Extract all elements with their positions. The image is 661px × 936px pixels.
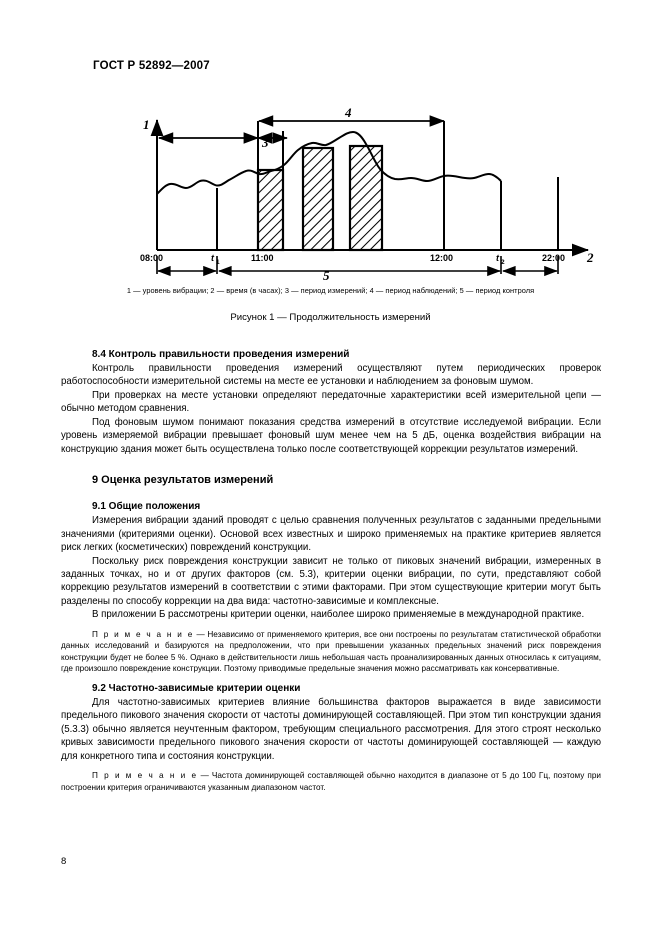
note-9-1 (61, 629, 601, 675)
paragraph-8-4-2: При проверках на месте установки определяют передаточные характеристики всей измерительной цепи — обычно методом сравнения. (61, 389, 601, 415)
x-tick-label-0: 08:00 (140, 253, 164, 263)
paragraph-9-1-3: В приложении Б рассмотрены критерии оценки, наиболее широко применяемые в международной практике. (92, 609, 585, 621)
callout-4: 4 (345, 105, 352, 120)
standard-header: ГОСТ Р 52892—2007 (93, 60, 210, 72)
paragraph-9-1-1: Измерения вибрации зданий проводят с целью сравнения полученных результатов с заданными предельными значениями (критериями оценки). Основой всех известных и широко применяемых на практике критериев является риск легких (косметических) повреждений конструкции. (61, 515, 601, 554)
figure-1-svg (60, 84, 601, 284)
figure-1 (60, 84, 601, 284)
x-tick-label-5: 22:00 (542, 253, 566, 263)
figure-caption: Рисунок 1 — Продолжительность измерений (230, 312, 431, 323)
paragraph-8-4-3: Под фоновым шумом понимают показания средства измерений в отсутствие исследуемой вибрации. Если уровень измеряемой вибрации превышает фоновый шум менее чем на 5 дБ, оценка воздействия вибрации на конструкцию здания может быть осуществлена только после соответствующей коррекции результатов измерений. (61, 416, 601, 455)
paragraph-9-2-1: Для частотно-зависимых критериев влияние большинства факторов выражается в виде зависимости предельного пикового значения скорости от частоты доминирующей составляющей. При этом тип конструкции здания (5.3.3) обычно является неучтенным фактором, требующим специального рассмотрения. Для этого строят несколько кривых зависимости предельного пикового значения скорости от частоты доминирующей составляющей — каждую для конкретного типа и состояния конструкции. (61, 696, 601, 762)
note-label-9-2: П р и м е ч а н и е (92, 771, 198, 781)
note-9-2 (61, 770, 601, 793)
spacer (61, 487, 601, 500)
callout-1: 1 (143, 117, 150, 132)
measurement-bars (258, 146, 382, 250)
note-text-9-2: — Частота доминирующей составляющей обычно находится в диапазоне от 5 до 100 Гц, поэтому при построении критерия ограничиваются указанным диапазоном частот. (61, 771, 601, 792)
heading-9-1: 9.1 Общие положения (92, 501, 201, 513)
spacer (61, 456, 601, 473)
callout-3: 3 (262, 135, 269, 150)
paragraph-9-1-2: Поскольку риск повреждения конструкции зависит не только от пиковых значений вибрации, измеренных в заданных точках, но и от других факторов (см. 5.3), критерии оценки вибрации, по сути, представляют собой коррекцию результатов измерений в соответствии с этими факторами. При этом существующие критерии могут быть разделены по способу коррекции на два вида: частотно-зависимые и комплексные. (61, 555, 601, 607)
spacer (61, 763, 601, 770)
callout-2: 2 (587, 250, 594, 265)
note-label-9-1: П р и м е ч а н и е (92, 629, 194, 639)
callout-5: 5 (323, 268, 330, 283)
page-number: 8 (61, 856, 67, 867)
x-tick-label-4: t (496, 253, 499, 263)
x-tick-sub-4: 2 (501, 259, 505, 266)
note-text-9-1: — Независимо от применяемого критерия, все они построены по результатам статистической обработки данных исследований и базируются на предположении, что при превышении указанных предельных значений риск повреждения конструкции будет не более 5 %. Однако в действительности лишь небольшая часть проанализированных данных относилась к ситуациям, где произошло повреждение конструкции. Поэтому приводимые предельные значения можно рассматривать как консервативные. (61, 629, 601, 674)
spacer (61, 622, 601, 629)
x-tick-sub-1: 1 (216, 259, 220, 266)
spacer (61, 675, 601, 682)
figure-legend: 1 — уровень вибрации; 2 — время (в часах); 3 — период измерений; 4 — период наблюдений; 5 — период контроля (126, 286, 535, 295)
heading-8-4: 8.4 Контроль правильности проведения измерений (92, 349, 350, 360)
heading-9-2: 9.2 Частотно-зависимые критерии оценки (92, 682, 301, 694)
x-tick-label-1: t (211, 253, 214, 263)
heading-9: 9 Оценка результатов измерений (92, 474, 274, 487)
document-body (61, 348, 601, 793)
x-tick-label-3: 12:00 (430, 253, 454, 263)
x-tick-label-2: 11:00 (251, 253, 274, 263)
paragraph-8-4-1: Контроль правильности проведения измерений осуществляют путем периодических проверок работоспособности измерительной системы на месте ее установки и наблюдением за фоновым шумом. (61, 363, 601, 388)
